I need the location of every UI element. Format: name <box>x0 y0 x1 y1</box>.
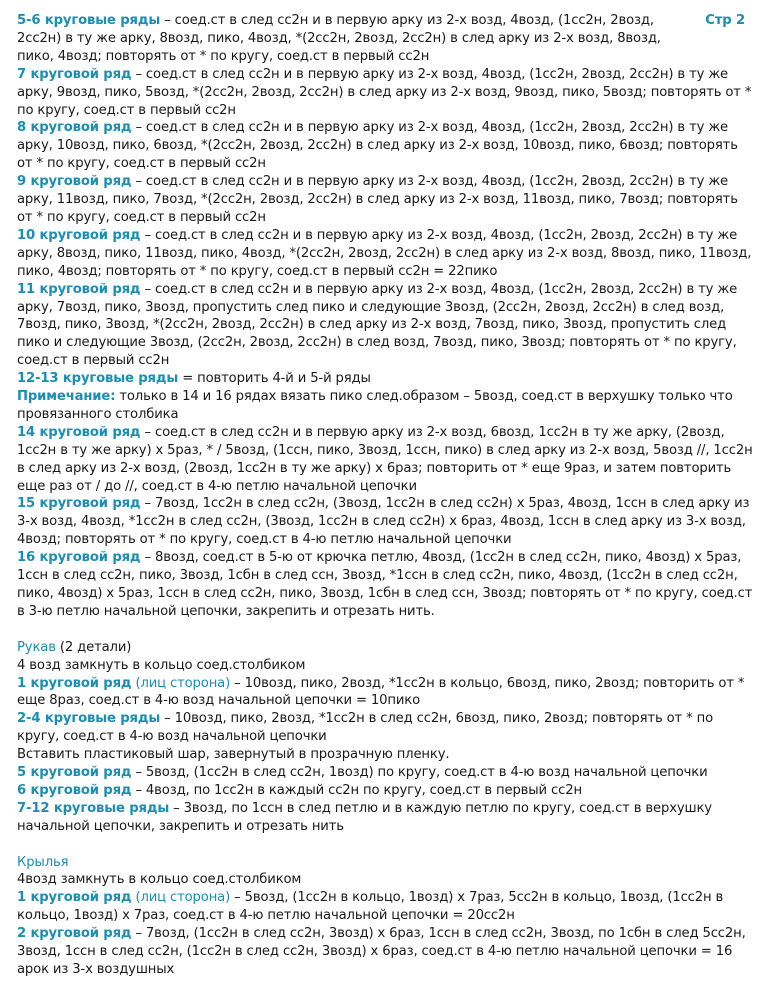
paragraph <box>17 639 757 657</box>
paragraph <box>17 281 757 371</box>
instruction-text: – 10возд, пико, 2возд, *1сс2н в кольцо, 6возд, пико, 2возд; повторить от * еще 8раз, соед.ст в 4-ю возд начальной цепочки = 10пико <box>17 675 745 709</box>
instruction-text: – 5возд, (1сс2н в кольцо, 1возд) х 7раз, 5сс2н в кольцо, 1возд, (1сс2н в кольцо, 1возд) х 7раз, соед.ст в 4-ю петлю начальной цепочки = 20сс2н <box>17 890 724 924</box>
row-heading: Примечание: <box>17 389 116 405</box>
paragraph <box>17 854 757 872</box>
instruction-text: – 7возд, 1сс2н в след сс2н, (3возд, 1сс2н в след сс2н) х 5раз, 4возд, 1ссн в след арку из 3-х возд, 4возд, *1сс2н в след сс2н, (3возд, 1сс2н в след сс2н) х 6раз, 4возд, 1ссн в след арку из 3-х возд, 4возд; повторять от * по кругу, соед.ст в 4-ю петлю начальной цепочки <box>17 496 750 548</box>
instruction-text: – соед.ст в след сс2н и в первую арку из 2-х возд, 4возд, (1сс2н, 2возд, 2сс2н) в ту же арку, 8возд, пико, 11возд, пико, 4возд, *(2сс2н, 2возд, 2сс2н) в след арку из 2-х возд, 8возд, пико, 11возд, пико, 4возд; повторять от * по кругу, соед.ст в первый сс2н = 22пико <box>17 227 752 279</box>
page-number: Стр 2 <box>705 13 745 28</box>
instruction-text: – 7возд, (1сс2н в след сс2н, 3возд) х 6раз, 1ссн в след сс2н, 3возд, по 1сбн в след 5сс2н, 3возд, 1ссн в след сс2н, (1сс2н в след сс2н, 3возд) х 6раз, соед.ст в 4-ю петлю начальной цепочки = 16 арок из 3-х воздушных <box>17 926 746 977</box>
paragraph <box>17 549 757 621</box>
row-heading: 12-13 круговые ряды <box>17 371 179 387</box>
instruction-text: только в 14 и 16 рядах вязать пико след.образом – 5возд, соед.ст в верхушку только что провязанного столбика <box>17 389 733 422</box>
paragraph <box>17 388 757 424</box>
paragraph <box>17 66 757 120</box>
paragraph <box>17 871 757 889</box>
instruction-text: – 4возд, по 1сс2н в каждый сс2н по кругу, соед.ст в первый сс2н <box>131 782 582 798</box>
instruction-text: 4возд замкнуть в кольцо соед.столбиком <box>17 872 302 888</box>
row-heading: 8 круговой ряд <box>17 120 132 136</box>
paragraph <box>17 889 757 925</box>
section-gap <box>17 621 757 639</box>
instruction-text: – соед.ст в след сс2н и в первую арку из 2-х возд, 4возд, (1сс2н, 2возд, 2сс2н) в ту же арку, 8возд, пико, 4возд, *(2сс2н, 2возд, 2сс2н) в след арку из 2-х возд, 8возд, пико, 4возд; повторять от * по кругу, соед.ст в первый сс2н <box>17 13 661 64</box>
paragraph <box>17 12 757 66</box>
section-title: Крылья <box>17 854 69 870</box>
row-heading: 11 круговой ряд <box>17 281 141 297</box>
row-heading: 5 круговой ряд <box>17 765 132 781</box>
paragraph <box>17 227 757 281</box>
instruction-text: – 5возд, (1сс2н в след сс2н, 1возд) по кругу, соед.ст в 4-ю возд начальной цепочки <box>131 765 708 781</box>
paragraph <box>17 173 757 227</box>
instruction-text: – соед.ст в след сс2н и в первую арку из 2-х возд, 4возд, (1сс2н, 2возд, 2сс2н) в ту же арку, 9возд, пико, 5возд, *(2сс2н, 2возд, 2сс2н) в след арку из 2-х возд, 9возд, пико, 5возд; повторять от * по кругу, соед.ст в первый сс2н <box>17 66 752 118</box>
side-note: (лиц сторона) <box>131 675 231 691</box>
paragraph <box>17 424 757 496</box>
side-note: (лиц сторона) <box>131 890 231 906</box>
paragraph <box>17 925 757 979</box>
row-heading: 14 круговой ряд <box>17 424 141 440</box>
instruction-text: (2 детали) <box>55 639 132 655</box>
paragraph <box>17 710 757 746</box>
row-heading: 5-6 круговые ряды <box>17 13 161 28</box>
row-heading: 9 круговой ряд <box>17 174 132 190</box>
row-heading: 2 круговой ряд <box>17 926 132 942</box>
instruction-text: – соед.ст в след сс2н и в первую арку из 2-х возд, 4возд, (1сс2н, 2возд, 2сс2н) в ту же арку, 10возд, пико, 6возд, *(2сс2н, 2возд, 2сс2н) в след арку из 2-х возд, 10возд, пико, 6возд; повторять от * по кругу, соед.ст в первый сс2н <box>17 120 738 172</box>
section-gap <box>17 836 757 854</box>
instruction-text: Вставить пластиковый шар, завернутый в прозрачную пленку. <box>17 747 450 763</box>
row-heading: 15 круговой ряд <box>17 496 141 512</box>
paragraph <box>17 495 757 549</box>
row-heading: 7 круговой ряд <box>17 66 132 82</box>
paragraph <box>17 119 757 173</box>
instruction-text: = повторить 4-й и 5-й ряды <box>178 371 371 387</box>
instruction-text: – соед.ст в след сс2н и в первую арку из 2-х возд, 4возд, (1сс2н, 2возд, 2сс2н) в ту же арку, 11возд, пико, 7возд, *(2сс2н, 2возд, 2сс2н) в след арку из 2-х возд, 11возд, пико, 7возд; повторять от * по кругу, соед.ст в первый сс2н <box>17 174 738 225</box>
paragraph <box>17 782 757 800</box>
paragraph <box>17 370 757 388</box>
row-heading: 16 круговой ряд <box>17 550 141 566</box>
row-heading: 10 круговой ряд <box>17 227 141 243</box>
paragraph <box>17 657 757 675</box>
document-body <box>17 12 757 979</box>
instruction-text: – 3возд, по 1ссн в след петлю и в каждую петлю по кругу, соед.ст в верхушку начальной цепочки, закрепить и отрезать нить <box>17 800 712 834</box>
row-heading: 7-12 круговые ряды <box>17 800 170 816</box>
section-title: Рукав <box>17 639 56 655</box>
row-heading: 1 круговой ряд <box>17 675 132 691</box>
row-heading: 6 круговой ряд <box>17 782 132 798</box>
instruction-text: – 10возд, пико, 2возд, *1сс2н в след сс2н, 6возд, пико, 2возд; повторять от * по кругу, соед.ст в 4-ю возд начальной цепочки <box>17 711 713 745</box>
instruction-text: – 8возд, соед.ст в 5-ю от крючка петлю, 4возд, (1сс2н в след сс2н, пико, 4возд) х 5раз, 1ссн в след сс2н, пико, 3возд, 1сбн в след ссн, 3возд, *1ссн в след сс2н, пико, 4возд, (1сс2н в след сс2н, пико, 4возд) х 5раз, 1ссн в след сс2н, пико, 3возд, 1сбн в след ссн, 3возд; повторять от * по кругу, соед.ст в 3-ю петлю начальной цепочки, закрепить и отрезать нить. <box>17 550 753 619</box>
paragraph <box>17 746 757 764</box>
paragraph <box>17 800 757 836</box>
instruction-text: – соед.ст в след сс2н и в первую арку из 2-х возд, 4возд, (1сс2н, 2возд, 2сс2н) в ту же арку, 7возд, пико, 3возд, пропустить след пико и следующие 3возд, (2сс2н, 2возд, 2сс2н) в след возд, 7возд, пико, 3возд, *(2сс2н, 2возд, 2сс2н) в след арку из 2-х возд, 7возд, пико, 3возд, пропустить след пико и следующие 3возд, (2сс2н, 2возд, 2сс2н) в след возд, 7возд, пико, 3возд; повторять от * по кругу, соед.ст в первый сс2н <box>17 281 738 369</box>
row-heading: 1 круговой ряд <box>17 890 132 906</box>
paragraph <box>17 764 757 782</box>
instruction-text: – соед.ст в след сс2н и в первую арку из 2-х возд, 6возд, 1сс2н в ту же арку, (2возд, 1сс2н в ту же арку) х 5раз, * / 5возд, (1ссн, пико, 3возд, 1ссн, пико) в след арку из 2-х возд, 5возд //, 1сс2н в след арку из 2-х возд, (2возд, 1сс2н в ту же арку) х 6раз; повторить от * еще 9раз, и затем повторить еще раз от / до //, соед.ст в 4-ю петлю начальной цепочки <box>17 424 753 494</box>
paragraph <box>17 675 757 711</box>
row-heading: 2-4 круговые ряды <box>17 711 161 727</box>
instruction-text: 4 возд замкнуть в кольцо соед.столбиком <box>17 657 306 673</box>
